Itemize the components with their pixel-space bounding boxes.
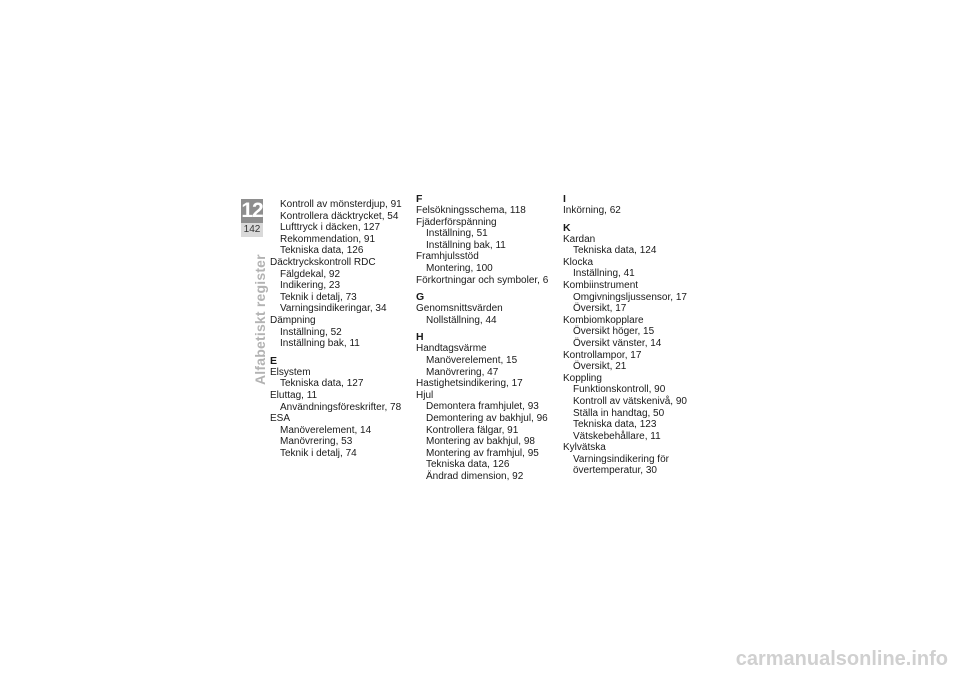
- index-column-2: [416, 194, 556, 482]
- index-subentry: Varningsindikeringar, 34: [280, 303, 387, 315]
- index-entry: Fjäderförspänning: [416, 216, 497, 228]
- index-entry: Hjul: [416, 389, 434, 401]
- index-subentry: Tekniska data, 124: [573, 245, 657, 257]
- index-subentry: Manöverelement, 14: [280, 424, 372, 436]
- page-number: 142: [241, 223, 263, 237]
- index-entry: Förkortningar och symboler, 6: [416, 274, 549, 286]
- index-subentry: Användningsföreskrifter, 78: [280, 401, 402, 413]
- index-letter-heading: I: [563, 193, 566, 205]
- index-subentry: Demontering av bakhjul, 96: [426, 412, 548, 424]
- index-entry: Framhjulsstöd: [416, 251, 479, 263]
- index-entry: Däcktryckskontroll RDC: [270, 256, 376, 268]
- index-subentry: Översikt höger, 15: [573, 326, 655, 338]
- index-letter-heading: F: [416, 193, 423, 205]
- index-letter-heading: H: [416, 331, 424, 344]
- index-subentry: Demontera framhjulet, 93: [426, 401, 539, 413]
- index-subentry: Manöverelement, 15: [426, 354, 518, 366]
- index-subentry: Inställning, 41: [573, 268, 635, 280]
- chapter-tab: [241, 199, 263, 237]
- index-letter-heading: G: [416, 291, 425, 304]
- watermark: carmanualsonline.info: [735, 648, 948, 670]
- index-subentry: Inställning bak, 11: [280, 338, 360, 350]
- index-entry: Klocka: [563, 256, 594, 268]
- index-subentry: Funktionskontroll, 90: [573, 384, 666, 396]
- index-entry: Eluttag, 11: [270, 389, 318, 401]
- index-column-3: [563, 194, 703, 477]
- index-subentry: Översikt vänster, 14: [573, 337, 662, 349]
- index-subentry: Varningsindikering för: [573, 453, 669, 465]
- index-subentry: Teknik i detalj, 74: [280, 447, 357, 459]
- index-subentry: Översikt, 21: [573, 361, 627, 373]
- index-letter-heading: E: [270, 354, 278, 367]
- index-entry: Kardan: [563, 233, 596, 245]
- index-entry: Hastighetsindikering, 17: [416, 378, 523, 390]
- index-subentry: övertemperatur, 30: [573, 465, 657, 477]
- index-subentry: Fälgdekal, 92: [280, 268, 341, 280]
- index-subentry: Lufttryck i däcken, 127: [280, 222, 381, 234]
- index-column-1: [270, 199, 400, 459]
- index-entry: Dämpning: [270, 314, 316, 326]
- index-subentry: Översikt, 17: [573, 303, 627, 315]
- index-entry: Kombiinstrument: [563, 279, 639, 291]
- index-subentry: Inställning, 51: [426, 228, 488, 240]
- index-subentry: Manövrering, 47: [426, 366, 499, 378]
- index-entry: Kombiomkopplare: [563, 314, 644, 326]
- index-subentry: Kontroll av mönsterdjup, 91: [280, 199, 402, 210]
- index-subentry: Kontrollera fälgar, 91: [426, 424, 519, 436]
- index-subentry: Kontroll av vätskenivå, 90: [573, 395, 687, 407]
- index-subentry: Inställning bak, 11: [426, 239, 506, 251]
- index-subentry: Tekniska data, 126: [426, 459, 510, 471]
- index-entry: Koppling: [563, 372, 602, 384]
- index-entry: Handtagsvärme: [416, 343, 487, 355]
- index-subentry: Ändrad dimension, 92: [426, 470, 524, 482]
- index-subentry: Tekniska data, 126: [280, 245, 364, 257]
- index-subentry: Kontrollera däcktrycket, 54: [280, 210, 399, 222]
- index-entry: Genomsnittsvärden: [416, 303, 503, 315]
- index-subentry: Rekommendation, 91: [280, 233, 376, 245]
- index-entry: Kontrollampor, 17: [563, 349, 642, 361]
- index-entry: Kylvätska: [563, 442, 606, 454]
- index-entry: ESA: [270, 413, 291, 425]
- section-side-title: Alfabetiskt register: [252, 254, 268, 385]
- index-subentry: Indikering, 23: [280, 280, 341, 292]
- index-subentry: Ställa in handtag, 50: [573, 407, 665, 419]
- index-subentry: Manövrering, 53: [280, 436, 353, 448]
- index-subentry: Teknik i detalj, 73: [280, 291, 357, 303]
- index-letter-heading: K: [563, 221, 571, 234]
- index-subentry: Nollställning, 44: [426, 314, 497, 326]
- index-subentry: Tekniska data, 123: [573, 419, 657, 431]
- index-subentry: Montering av bakhjul, 98: [426, 436, 535, 448]
- index-subentry: Montering av framhjul, 95: [426, 447, 539, 459]
- index-subentry: Vätskebehållare, 11: [573, 430, 661, 442]
- index-entry: Inkörning, 62: [563, 205, 621, 216]
- index-subentry: Omgivningsljussensor, 17: [573, 291, 687, 303]
- index-subentry: Tekniska data, 127: [280, 378, 364, 390]
- index-subentry: Montering, 100: [426, 262, 493, 274]
- chapter-number: 12: [241, 199, 263, 222]
- index-subentry: Inställning, 52: [280, 326, 342, 338]
- index-entry: Elsystem: [270, 366, 311, 378]
- index-entry: Felsökningsschema, 118: [416, 205, 526, 216]
